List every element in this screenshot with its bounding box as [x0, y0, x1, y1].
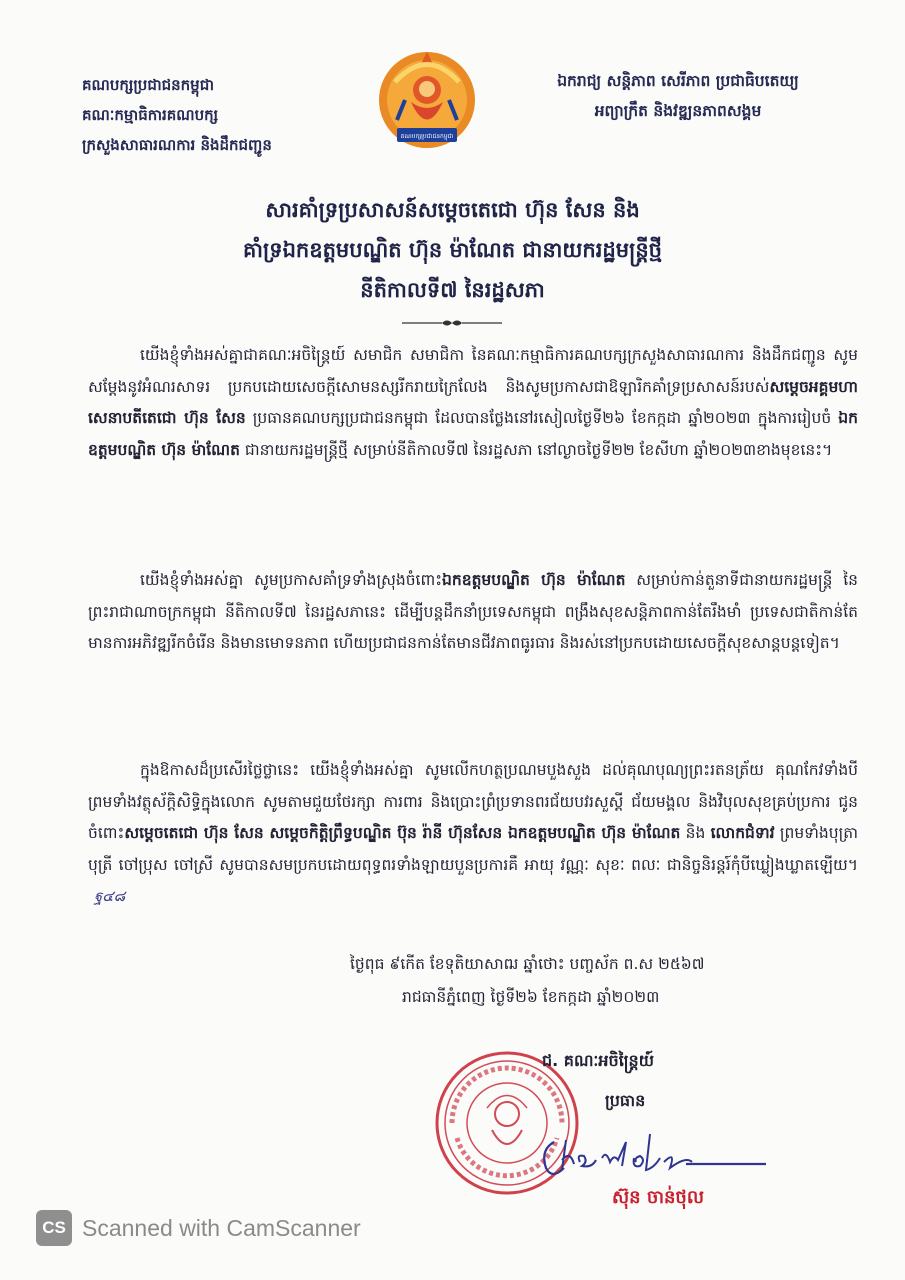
p3-bold-names: សម្តេចតេជោ ហ៊ុន សែន សម្តេចកិត្តិព្រឹទ្ធបណ្ឌិត ប៊ុន រ៉ានី ហ៊ុនសែន ឯកឧត្តមបណ្ឌិត ហ៊ុន ម៉ាណែត	[124, 824, 681, 842]
header-left	[82, 70, 372, 160]
p2-bold-hun-manet: ឯកឧត្តមបណ្ឌិត ហ៊ុន ម៉ាណែត	[442, 571, 626, 589]
logo-caption: គណបក្សប្រជាជនកម្ពុជា	[400, 133, 454, 140]
paragraph-3	[88, 755, 858, 913]
ministry-name: ក្រសួងសាធារណការ និងដឹកជញ្ជូន	[82, 136, 272, 154]
paragraph-2	[88, 565, 858, 660]
lunar-date: ថ្ងៃពុធ ៩កើត ខែទុតិយាសាឍ ឆ្នាំថោះ បញ្ចស័ក ព.ស ២៥៦៧	[350, 955, 705, 973]
p1-bold-hun-manet: ឯកឧត្តមបណ្ឌិត ហ៊ុន ម៉ាណែត	[88, 409, 858, 459]
title-line-2: គាំទ្រឯកឧត្តមបណ្ឌិត ហ៊ុន ម៉ាណែត ជានាយករដ្ឋមន្ត្រីថ្មី	[243, 238, 662, 262]
signatory-role: ប្រធាន	[605, 1091, 646, 1110]
date-block	[350, 948, 870, 1014]
p1-text-b: ប្រធានគណបក្សប្រជាជនកម្ពុជា ដែលបានថ្លែងនៅរសៀលថ្ងៃទី២៦ ខែកក្កដា ឆ្នាំ២០២៣ ក្នុងការរៀបចំ	[252, 409, 832, 427]
p2-text-b: សម្រាប់កាន់តួនាទីជានាយករដ្ឋមន្ត្រី នៃព្រះរាជាណាចក្រកម្ពុជា នីតិកាលទី៧ នៃរដ្ឋសភានេះ ដើម្បីបន្តដឹកនាំប្រទេសកម្ពុជា ពង្រឹងសុខសន្តិភាពកាន់តែរឹងមាំ ប្រទេសជាតិកាន់តែមានការអភិវឌ្ឍរីកចំរើន និងមានមោទនភាព ហើយប្រជាជនកាន់តែមានជីវភាពធូរធារ និងរស់នៅប្រកបដោយសេចក្តីសុខសាន្តបន្តទៀត។	[88, 571, 858, 652]
handwritten-signature	[536, 1120, 776, 1190]
signature-text: Chanthol	[536, 1120, 541, 1121]
p3-text-c: ព្រមទាំងបុត្រា បុត្រី ចៅប្រុស ចៅស្រី សូមបានសមប្រកបដោយពុទ្ធពរទាំងឡាយបួនប្រការគឺ អាយុ វណ្ណៈ សុខៈ ពលៈ ជានិច្ចនិរន្តរ៍កុំបីឃ្លៀងឃ្លាតឡើយ។	[88, 824, 858, 874]
p1-text-a: យើងខ្ញុំទាំងអស់គ្នាជាគណៈអចិន្ត្រៃយ៍ សមាជិក សមាជិកា នៃគណៈកម្មាធិការគណបក្សក្រសួងសាធារណការ និងដឹកជញ្ជូន សូមសម្តែងនូវអំណរសាទរ ប្រកបដោយសេចក្តីសោមនស្សរីករាយក្រៃលែង និងសូមប្រកាសជាឱឡារិកគាំទ្រប្រសាសន៍របស់	[88, 346, 858, 396]
title-line-3: នីតិកាលទី៧ នៃរដ្ឋសភា	[360, 278, 545, 302]
party-logo	[367, 42, 487, 162]
signatory-name: ស៊ុន ចាន់ថុល	[612, 1187, 704, 1208]
p3-text-a: ក្នុងឱកាសដ៏ប្រសើរថ្លៃថ្លានេះ យើងខ្ញុំទាំងអស់គ្នា សូមលើកហត្ថប្រណមបួងសួង ដល់គុណបុណ្យព្រះរតនត្រ័យ គុណកែវទាំងបី ព្រមទាំងវត្ថុស័ក្តិសិទ្ធិក្នុងលោក សូមតាមជួយថែរក្សា ការពារ និងប្រោះព្រំប្រទានពរជ័យបវរសួស្តី ជ័យមង្គល និងវិបុលសុខគ្រប់ប្រការ ជូនចំពោះ	[88, 761, 858, 842]
p3-text-b: និង	[685, 824, 706, 842]
p1-bold-hun-sen: សម្តេចអគ្គមហាសេនាបតីតេជោ ហ៊ុន សែន	[88, 377, 858, 427]
camscanner-logo-icon: CS	[36, 1210, 72, 1246]
place-date: រាជធានីភ្នំពេញ ថ្ងៃទី២៦ ខែកក្កដា ឆ្នាំ២០២៣	[402, 988, 660, 1006]
header-right	[488, 66, 868, 126]
national-motto-1: ឯករាជ្យ សន្តិភាព សេរីភាព ប្រជាធិបតេយ្យ	[557, 72, 799, 90]
party-name: គណបក្សប្រជាជនកម្ពុជា	[82, 76, 214, 94]
committee-name: គណៈកម្មាធិការគណបក្ស	[82, 106, 219, 124]
handwritten-note: ฐ๔๘	[94, 887, 126, 905]
national-motto-2: អព្យាក្រឹត និងវឌ្ឍនភាពសង្គម	[594, 102, 762, 120]
watermark-text: Scanned with CamScanner	[82, 1214, 361, 1241]
ornament-divider	[402, 318, 502, 328]
paragraph-1	[88, 340, 858, 466]
p1-text-c: ជានាយករដ្ឋមន្ត្រីថ្មី សម្រាប់នីតិកាលទី៧ នៃរដ្ឋសភា នៅល្ងាចថ្ងៃទី២២ ខែសីហា ឆ្នាំ២០២៣ខាងមុខនេះ។	[244, 440, 833, 459]
p2-text-a: យើងខ្ញុំទាំងអស់គ្នា សូមប្រកាសគាំទ្រទាំងស្រុងចំពោះ	[140, 571, 443, 589]
signatory-organization: ជ. គណៈអចិន្ត្រៃយ៍	[542, 1051, 654, 1070]
document-title	[80, 190, 825, 310]
title-line-1: សារគាំទ្រប្រសាសន៍សម្តេចតេជោ ហ៊ុន សែន និង	[265, 198, 640, 222]
camscanner-watermark	[36, 1208, 361, 1248]
p3-bold-lok-chumteav: លោកជំទាវ	[710, 824, 775, 842]
